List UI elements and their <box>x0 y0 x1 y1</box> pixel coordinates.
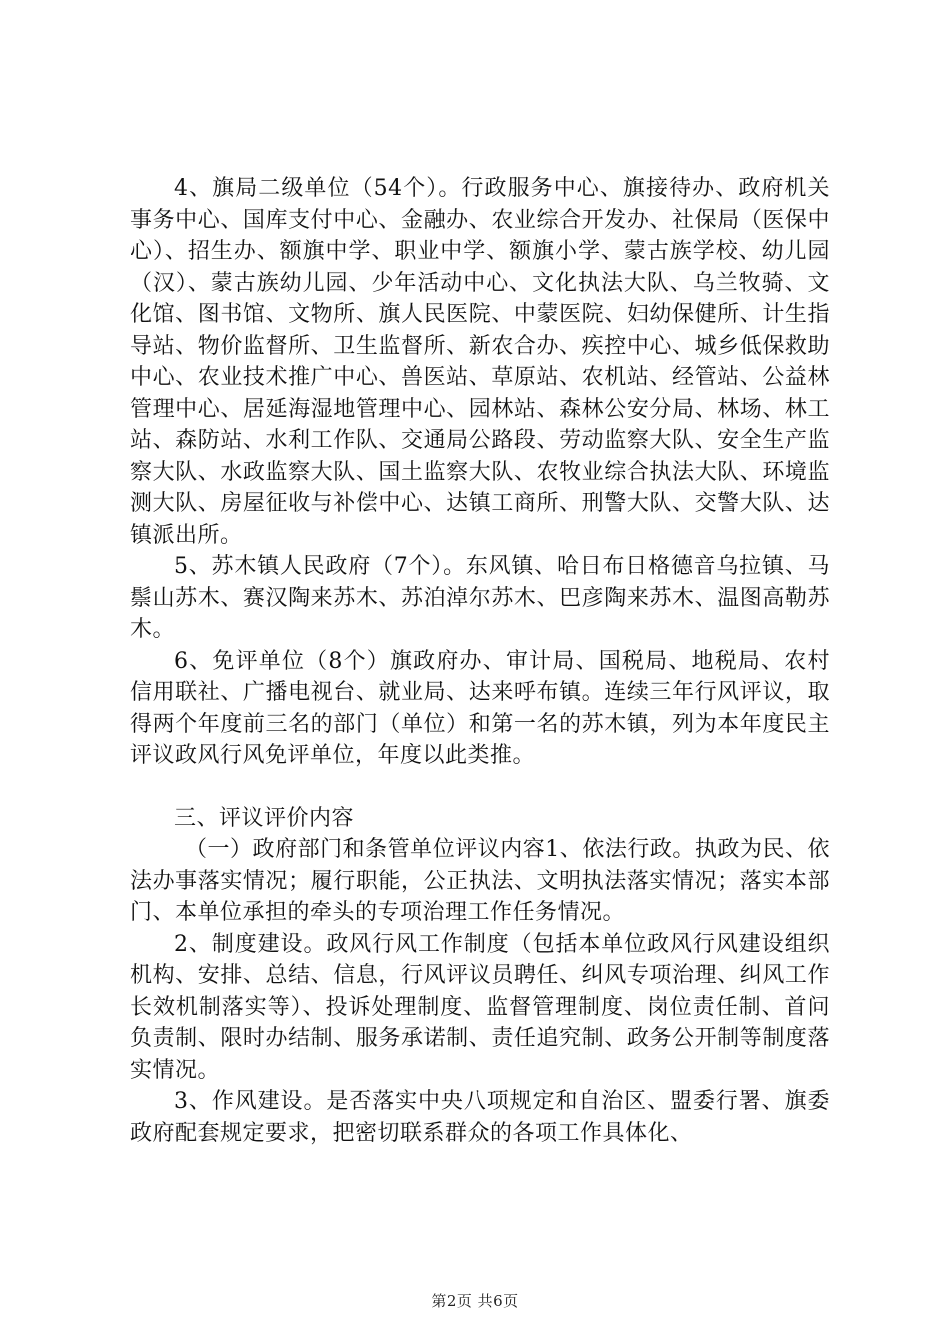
paragraph-item-5: 5、苏木镇人民政府（7个）。东风镇、哈日布日格德音乌拉镇、马鬃山苏木、赛汉陶来苏木、苏泊淖尔苏木、巴彦陶来苏木、温图高勒苏木。 <box>130 554 830 642</box>
document-body <box>130 173 830 1149</box>
paragraph-spacer <box>130 772 830 803</box>
paragraph-item-2: 2、制度建设。政风行风工作制度（包括本单位政风行风建设组织机构、安排、总结、信息，行风评议员聘任、纠风专项治理、纠风工作长效机制落实等）、投诉处理制度、监督管理制度、岗位责任制、首问负责制、限时办结制、服务承诺制、责任追究制、政务公开制等制度落实情况。 <box>130 931 830 1083</box>
paragraph-item-6: 6、免评单位（8个）旗政府办、审计局、国税局、地税局、农村信用联社、广播电视台、就业局、达来呼布镇。连续三年行风评议，取得两个年度前三名的部门（单位）和第一名的苏木镇，列为本年度民主评议政风行风免评单位，年度以此类推。 <box>130 648 830 768</box>
subsection-1-paragraph: （一）政府部门和条管单位评议内容1、依法行政。执政为民、依法办事落实情况；履行职能，公正执法、文明执法落实情况；落实本部门、本单位承担的牵头的专项治理工作任务情况。 <box>130 837 830 925</box>
paragraph-item-4: 4、旗局二级单位（54个）。行政服务中心、旗接待办、政府机关事务中心、国库支付中心、金融办、农业综合开发办、社保局（医保中心）、招生办、额旗中学、职业中学、额旗小学、蒙古族学校、幼儿园（汉）、蒙古族幼儿园、少年活动中心、文化执法大队、乌兰牧骑、文化馆、图书馆、文物所、旗人民医院、中蒙医院、妇幼保健所、计生指导站、物价监督所、卫生监督所、新农合办、疾控中心、城乡低保救助中心、农业技术推广中心、兽医站、草原站、农机站、经管站、公益林管理中心、居延海湿地管理中心、园林站、森林公安分局、林场、林工站、森防站、水利工作队、交通局公路段、劳动监察大队、安全生产监察大队、水政监察大队、国土监察大队、农牧业综合执法大队、环境监测大队、房屋征收与补偿中心、达镇工商所、刑警大队、交警大队、达镇派出所。 <box>130 176 830 548</box>
paragraph-item-3: 3、作风建设。是否落实中央八项规定和自治区、盟委行署、旗委政府配套规定要求，把密切联系群众的各项工作具体化、 <box>130 1089 830 1146</box>
section-heading-3: 三、评议评价内容 <box>174 805 355 831</box>
page-footer: 第2页 共6页 <box>431 1292 519 1310</box>
